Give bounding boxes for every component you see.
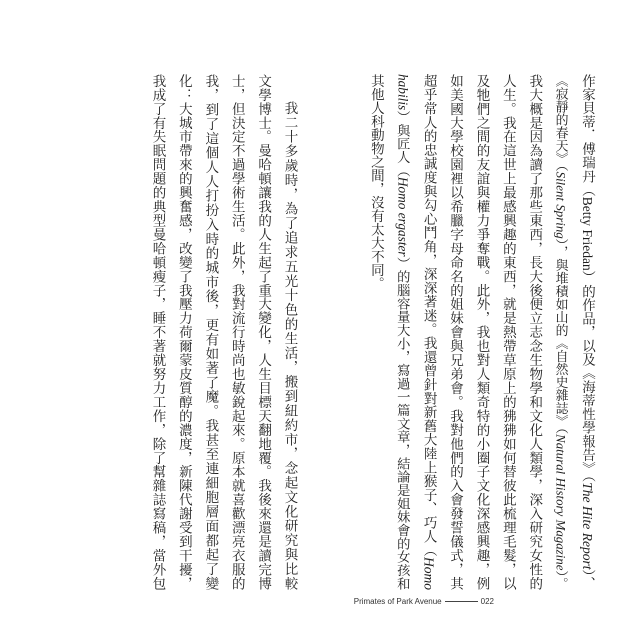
- italic-term: Silent Spring: [553, 171, 568, 239]
- page-footer: [354, 595, 494, 607]
- text-run: 我成了有失眠問題的典型曼哈頓瘦子，睡不著就努力工作，除了幫雜誌寫稿，當外包: [150, 74, 166, 590]
- italic-term: The Hite Report: [580, 482, 595, 570]
- text-run: 士，但決定不過學術生活。此外，我對流行時尚也敏銳起來。原本就喜歡漂亮衣服的: [229, 74, 245, 590]
- text-column: [547, 74, 573, 590]
- text-run: ）的腦容量大小，寫過一篇文章，結論是姐妹會的女孩和: [395, 256, 411, 591]
- italic-term: Natural History Magazine: [553, 434, 568, 571]
- text-column: [144, 74, 170, 590]
- page-number: 022: [480, 596, 494, 606]
- text-run: 人生。我在這世上最感興趣的東西，就是熱帶草原上的狒狒如何替彼此梳理毛髮，以: [500, 74, 516, 590]
- text-run: ），與堆積如山的《自然史雜誌》（: [553, 238, 568, 435]
- text-column: [223, 74, 249, 590]
- text-column: [389, 74, 415, 590]
- text-column: [468, 74, 494, 590]
- text-column: [171, 74, 197, 590]
- italic-term: habilis: [395, 74, 411, 111]
- text-run: 化：大城市帶來的興奮感，改變了我壓力荷爾蒙皮質醇的濃度，新陳代謝受到干擾，: [176, 74, 192, 590]
- paragraph: [144, 74, 302, 590]
- text-run: 《寂靜的春天》（: [553, 74, 568, 172]
- text-run: 其他人科動物之間，沒有太大不同。: [368, 74, 384, 290]
- text-run: 超乎常人的忠誠度與勾心鬥角，深深著迷。我還曾針對新舊大陸上猴子、巧人（: [421, 74, 437, 557]
- text-run: 作家貝蒂．傅瑞丹（Betty Friedan）的作品，以及《海蒂性學報告》（: [580, 74, 595, 483]
- text-column: [197, 74, 223, 590]
- text-run: 如美國大學校園裡以希臘字母命名的姐妹會與兄弟會。我對他們的入會發誓儀式，其: [448, 74, 464, 590]
- text-run: ）、: [580, 569, 595, 591]
- text-column: [521, 74, 547, 590]
- text-column: [442, 74, 468, 590]
- text-column: [494, 74, 520, 590]
- italic-term: Homo: [421, 557, 437, 590]
- text-column: [415, 74, 441, 590]
- footer-rule: [445, 601, 478, 602]
- text-column: [250, 74, 276, 590]
- text-run: 我，到了這個人人打扮入時的城市後，更有如著了魔。我甚至連細胞層面都起了變: [203, 74, 219, 590]
- text-run: 我二十多歲時，為了追求五光十色的生活，搬到紐約市，念起文化研究與比較: [282, 101, 298, 590]
- text-run: ）與匠人（: [395, 110, 411, 177]
- text-run: 我大概是因為讀了那些東西，長大後便立志念生物學和文化人類學，深入研究女性的: [527, 74, 543, 590]
- running-title: Primates of Park Avenue: [353, 596, 442, 606]
- text-column: [362, 74, 388, 590]
- text-run: ）。: [553, 570, 568, 591]
- paragraph: [362, 74, 600, 590]
- text-column: [276, 74, 302, 590]
- text-run: 文學博士。曼哈頓讓我的人生起了重大變化，人生目標天翻地覆。我後來還是讀完博: [256, 74, 272, 590]
- text-run: 及牠們之間的友誼與權力爭奪戰。此外，我也對人類奇特的小圈子文化深感興趣，例: [474, 74, 490, 590]
- italic-term: Homo ergaster: [395, 176, 411, 257]
- text-column: [574, 74, 600, 590]
- body-text: [144, 74, 600, 590]
